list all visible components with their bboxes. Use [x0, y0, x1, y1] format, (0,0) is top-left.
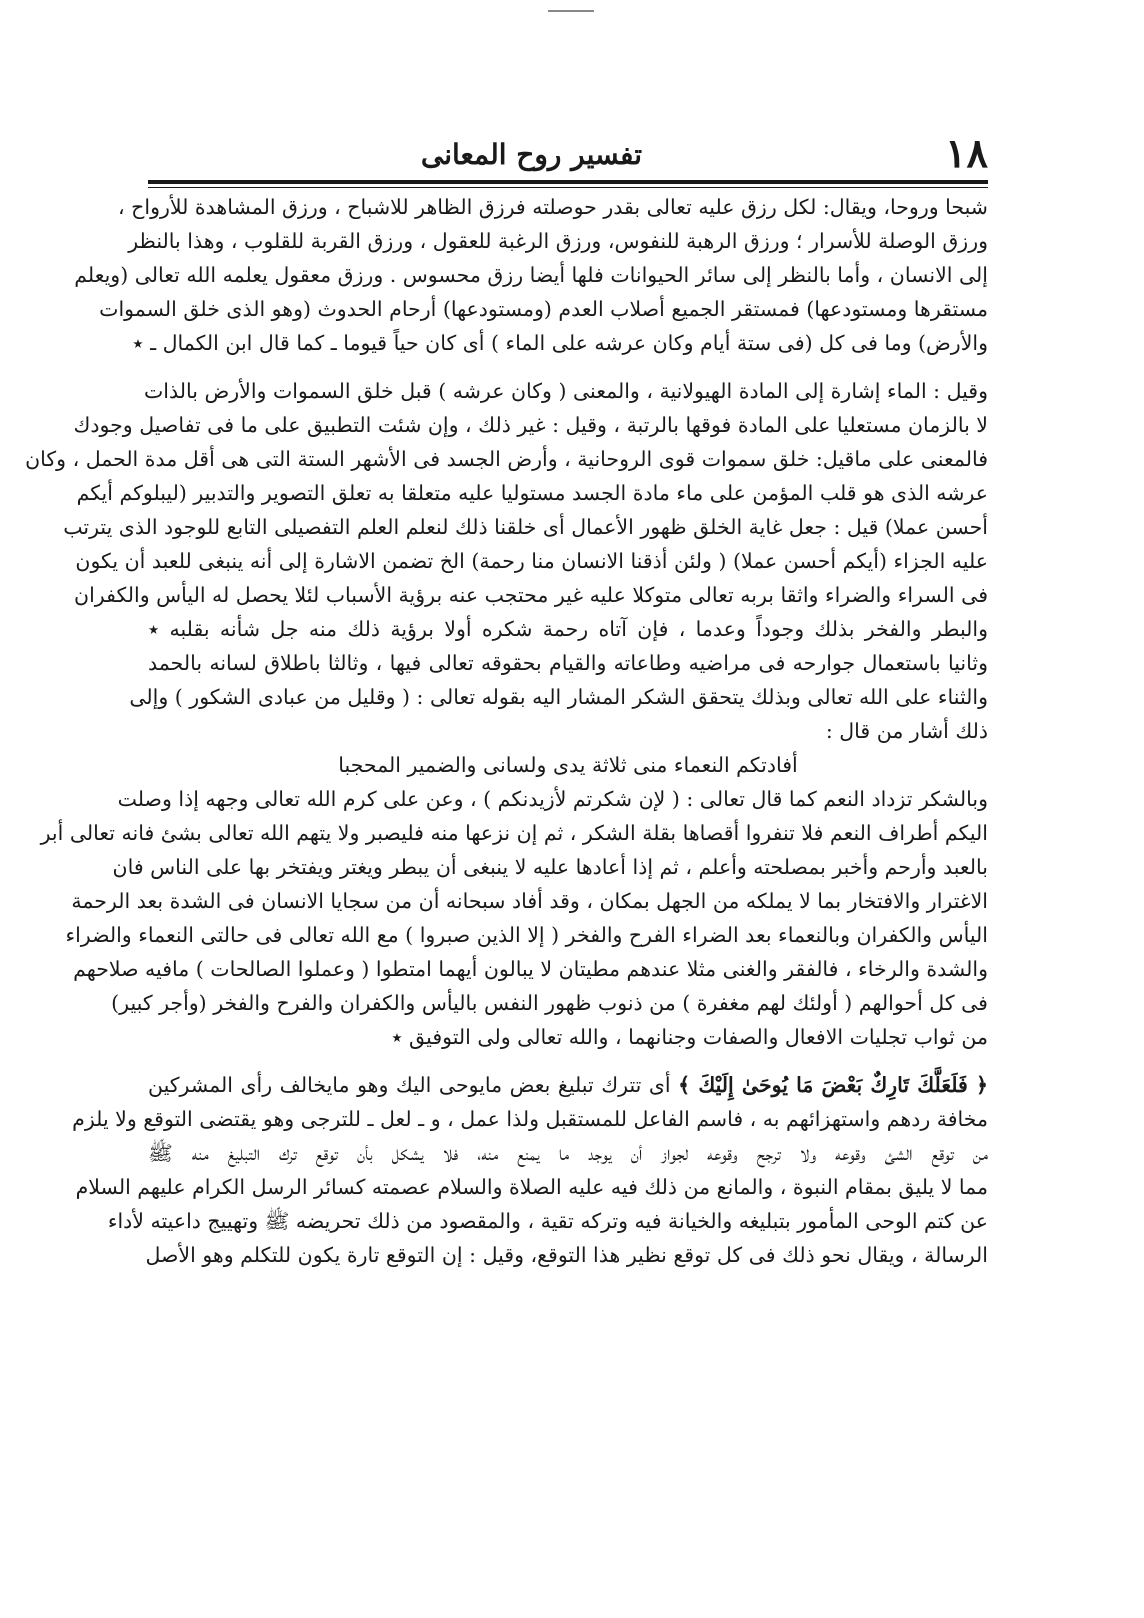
text-line: اليأس والكفران وبالنعماء بعد الضراء الفرح والفخر ( إلا الذين صبروا ) مع الله تعالى فى حالتى النعماء والضراء [65, 923, 988, 947]
text-line: مخافة ردهم واستهزائهم به ، فاسم الفاعل للمستقبل ولذا عمل ، و ـ لعل ـ للترجى وهو يقتضى التوقع ولا يلزم [72, 1107, 988, 1131]
paragraph [25, 374, 988, 748]
text-line: عرشه الذى هو قلب المؤمن على ماء مادة الجسد مستوليا عليه متعلقا به تعلق التصوير والتدبير (ليبلوكم أيكم [76, 481, 988, 505]
text-line: الاغترار والافتخار بما لا يملكه من الجهل بمكان ، وقد أفاد سبحانه أن من سجايا الانسان فى الشدة بعد الرحمة [71, 889, 988, 913]
text-line: وبالشكر تزداد النعم كما قال تعالى : ( لإن شكرتم لأزيدنكم ) ، وعن على كرم الله تعالى وجهه إذا وصلت [117, 787, 988, 811]
text-line: والأرض) وما فى كل (فى ستة أيام وكان عرشه على الماء ) أى كان حياً قيوما ـ كما قال ابن الكمال ـ ٭ [132, 331, 988, 355]
text-line: والبطر والفخر بذلك وجوداً وعدما ، فإن آتاه رحمة شكره أولا برؤية ذلك منه جل شأنه بقلبه ٭ [148, 617, 988, 641]
paragraph [74, 190, 988, 360]
paragraph [40, 782, 988, 1054]
text-line: شبحا وروحا، ويقال: لكل رزق عليه تعالى بقدر حوصلته فرزق الظاهر للاشباح ، ورزق المشاهدة للأرواح ، [118, 195, 988, 219]
text-line: من ثواب تجليات الافعال والصفات وجنانهما ، والله تعالى ولى التوفيق ٭ [391, 1025, 988, 1049]
text-line: الرسالة ، ويقال نحو ذلك فى كل توقع نظير هذا التوقع، وقيل : إن التوقع تارة يكون للتكلم وهو الأصل [145, 1243, 988, 1267]
text-line: والشدة والرخاء ، فالفقر والغنى مثلا عندهم مطيتان لا يبالون أيهما امتطوا ( وعملوا الصالحات ) مافيه صلاحهم [73, 957, 988, 981]
text-line: والثناء على الله تعالى وبذلك يتحقق الشكر المشار اليه بقوله تعالى : ( وقليل من عبادى الشكور ) وإلى [129, 685, 988, 709]
paragraph [72, 1068, 988, 1272]
text-line: من توقع الشئ وقوعه ولا ترجح وقوعه لجواز أن يوجد ما يمنع منه، فلا يشكل بأن توقع ترك التبليغ منه ﷺ [148, 1141, 988, 1165]
text-line [148, 1068, 988, 1102]
text-line: إلى الانسان ، وأما بالنظر إلى سائر الحيوانات فلها أيضا رزق محسوس . ورزق معقول يعلمه الله تعالى (ويعلم [74, 263, 988, 287]
running-title: تفسير روح المعانى [420, 138, 642, 171]
quran-verse-lead: ﴿ فَلَعَلَّكَ تَارِكٌ بَعْضَ مَا يُوحَىٰ إِلَيْكَ ﴾ [678, 1073, 988, 1097]
page-header [148, 132, 988, 178]
verse-line: أفادتكم النعماء منى ثلاثة يدى ولسانى والضمير المحجبا [338, 753, 798, 777]
text-line: مما لا يليق بمقام النبوة ، والمانع من ذلك فيه عليه الصلاة والسلام عصمته كسائر الرسل الكرام عليهم السلام [75, 1175, 988, 1199]
text-line: فى كل أحوالهم ( أولئك لهم مغفرة ) من ذنوب ظهور النفس باليأس والكفران والفرح والفخر (وأجر كبير) [111, 991, 988, 1015]
text-line-rest: أى تترك تبليغ بعض مايوحى اليك وهو مايخالف رأى المشركين [148, 1073, 671, 1097]
scan-edge-mark [548, 10, 594, 12]
text-line: فى السراء والضراء واثقا بربه تعالى متوكلا عليه غير محتجب عنه برؤية الأسباب لئلا يحصل له اليأس والكفران [74, 583, 988, 607]
body-text [25, 190, 988, 1594]
text-line: اليكم أطراف النعم فلا تنفروا أقصاها بقلة الشكر ، ثم إن نزعها منه فليصبر ولا يتهم الله تعالى بشئ فانه تعالى أبر [40, 821, 988, 845]
text-line: ذلك أشار من قال : [825, 719, 988, 743]
text-line: ورزق الوصلة للأسرار ؛ ورزق الرهبة للنفوس، ورزق الرغبة للعقول ، ورزق القربة للقلوب ، وهذا بالنظر [128, 229, 988, 253]
text-line: لا بالزمان مستعليا على المادة فوقها بالرتبة ، وقيل : غير ذلك ، وإن شئت التطبيق على ما فى تفاصيل وجودك [73, 413, 988, 437]
text-line: أحسن عملا) قيل : جعل غاية الخلق ظهور الأعمال أى خلقنا ذلك لنعلم العلم التفصيلى التابع للوجود الذى يترتب [63, 515, 988, 539]
page-number: ١٨ [945, 130, 988, 177]
text-line: وقيل : الماء إشارة إلى المادة الهيولانية ، والمعنى ( وكان عرشه ) قبل خلق السموات والأرض بالذات [143, 379, 988, 403]
text-line: مستقرها ومستودعها) فمستقر الجميع أصلاب العدم (ومستودعها) أرحام الحدوث (وهو الذى خلق السموات [99, 297, 988, 321]
text-line: بالعبد وأرحم وأخبر بمصلحته وأعلم ، ثم إذا أعادها عليه لا ينبغى أن يبطر ويغتر ويفتخر بها على الناس فان [112, 855, 988, 879]
header-rule-thick [148, 180, 988, 184]
text-line: وثانيا باستعمال جوارحه فى مراضيه وطاعاته والقيام بحقوقه تعالى فيها ، وثالثا باطلاق لسانه بالحمد [148, 651, 988, 675]
text-line: فالمعنى على ماقيل: خلق سموات قوى الروحانية ، وأرض الجسد فى الأشهر الستة التى هى أقل مدة الحمل ، وكان [25, 447, 988, 471]
text-line: عليه الجزاء (أيكم أحسن عملا) ( ولئن أذقنا الانسان منا رحمة) الخ تضمن الاشارة إلى أنه ينبغى للعبد أن يكون [75, 549, 988, 573]
poetry-verse [148, 748, 988, 782]
text-line: عن كتم الوحى المأمور بتبليغه والخيانة فيه وتركه تقية ، والمقصود من ذلك تحريضه ﷺ وتهييج داعيته لأداء [107, 1209, 988, 1233]
header-rule-thin [148, 187, 988, 188]
